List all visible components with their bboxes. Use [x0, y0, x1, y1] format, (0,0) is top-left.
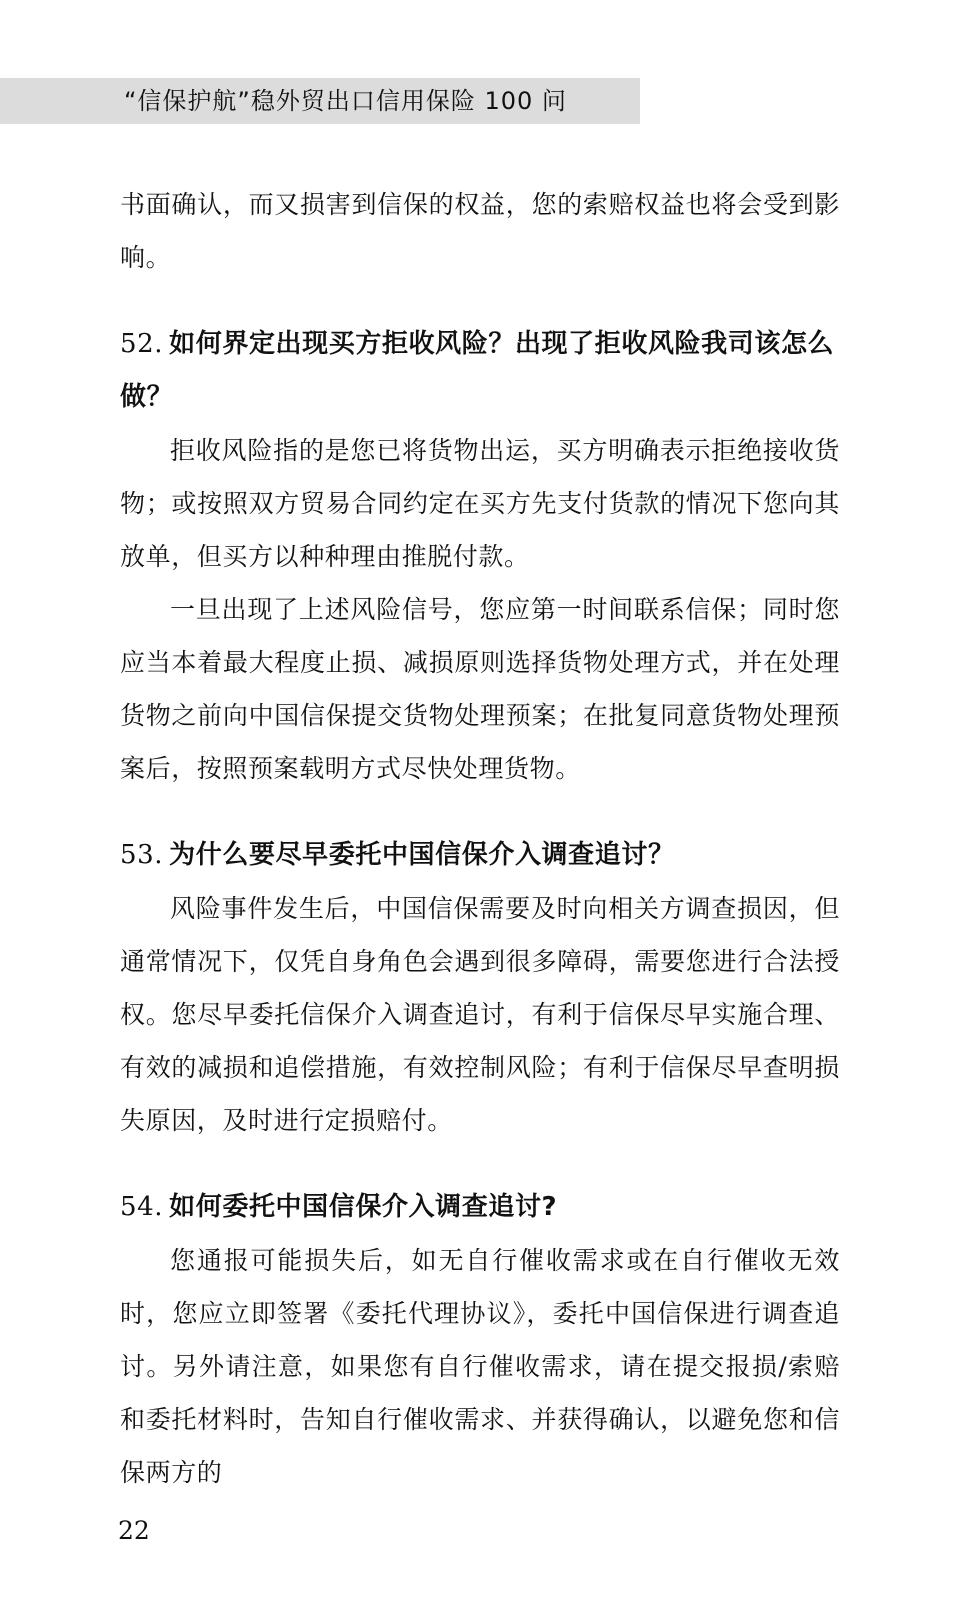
question-number: 53.	[120, 840, 164, 870]
question-heading	[120, 829, 840, 882]
section-gap	[120, 1147, 840, 1181]
question-number: 54.	[120, 1192, 164, 1222]
question-54-section	[120, 1181, 840, 1499]
answer-paragraph: 拒收风险指的是您已将货物出运，买方明确表示拒绝接收货物；或按照双方贸易合同约定在买方先支付货款的情况下您向其放单，但买方以种种理由推脱付款。	[120, 436, 840, 571]
answer-paragraph: 一旦出现了上述风险信号，您应第一时间联系信保；同时您应当本着最大程度止损、减损原则选择货物处理方式，并在处理货物之前向中国信保提交货物处理预案；在批复同意货物处理预案后，按照预案载明方式尽快处理货物。	[120, 595, 840, 783]
answer-paragraph: 您通报可能损失后，如无自行催收需求或在自行催收无效时，您应立即签署《委托代理协议》，委托中国信保进行调查追讨。另外请注意，如果您有自行催收需求，请在提交报损/索赔和委托材料时，告知自行催收需求、并获得确认，以避免您和信保两方的	[120, 1246, 840, 1487]
section-gap	[120, 284, 840, 318]
question-heading	[120, 1181, 840, 1234]
page-content	[120, 178, 840, 1499]
answer-paragraph: 风险事件发生后，中国信保需要及时向相关方调查损因，但通常情况下，仅凭自身角色会遇到很多障碍，需要您进行合法授权。您尽早委托信保介入调查追讨，有利于信保尽早实施合理、有效的减损和追偿措施，有效控制风险；有利于信保尽早查明损失原因，及时进行定损赔付。	[120, 894, 840, 1135]
question-number: 52.	[120, 329, 164, 359]
question-52-section	[120, 318, 840, 795]
question-53-section	[120, 829, 840, 1147]
continuation-paragraph: 书面确认，而又损害到信保的权益，您的索赔权益也将会受到影响。	[120, 190, 840, 272]
page-number: 22	[118, 1516, 150, 1545]
question-heading	[120, 318, 840, 424]
section-gap	[120, 795, 840, 829]
question-title: 为什么要尽早委托中国信保介入调查追讨？	[169, 840, 675, 870]
question-title: 如何界定出现买方拒收风险？出现了拒收风险我司该怎么做？	[120, 329, 835, 412]
page-header-title: “信保护航”稳外贸出口信用保险 100 问	[124, 87, 567, 115]
question-title: 如何委托中国信保介入调查追讨?	[169, 1192, 558, 1222]
